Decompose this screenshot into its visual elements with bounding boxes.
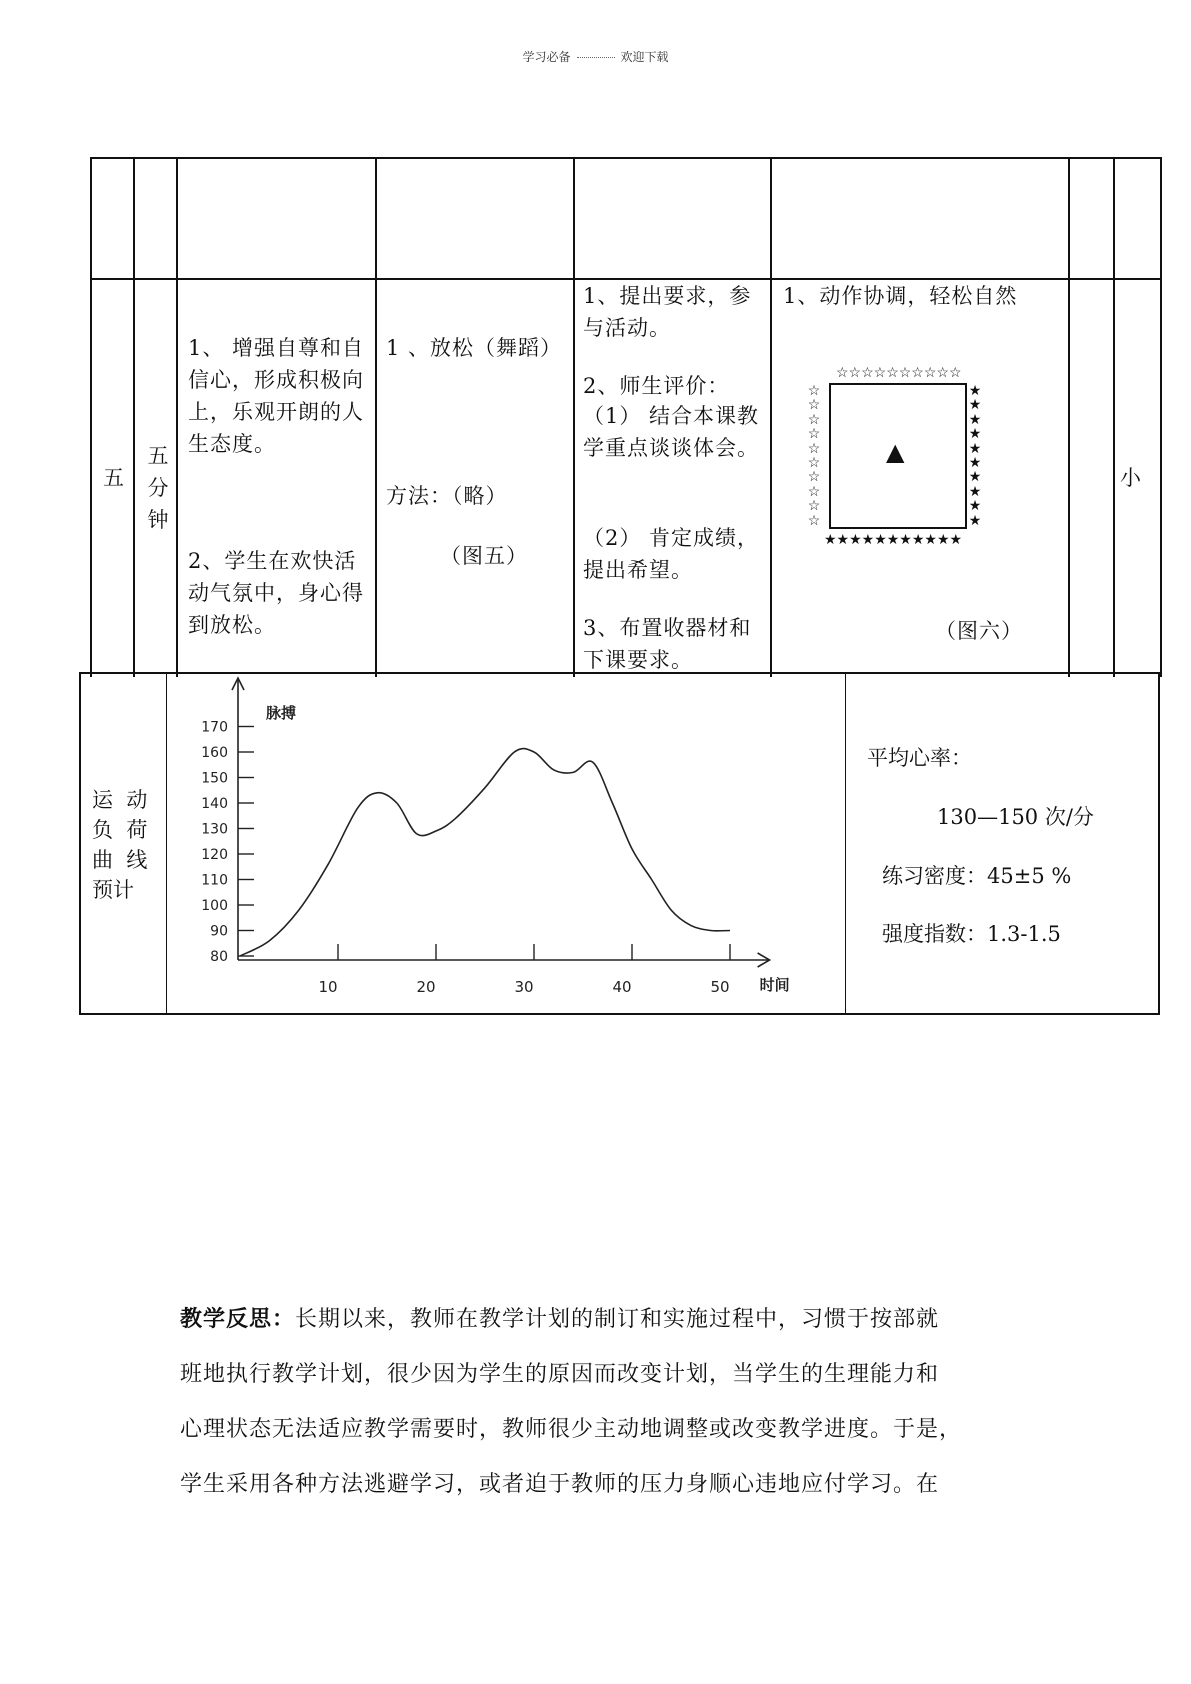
reflection-text: 长期以来，教师在教学计划的制订和实施过程中，习惯于按部就 bbox=[295, 1307, 940, 1332]
reflection-line: 班地执行教学计划，很少因为学生的原因而改变计划，当学生的生理能力和 bbox=[180, 1362, 940, 1387]
y-tick-label: 110 bbox=[201, 872, 228, 889]
star-row-bottom: ★★★★★★★★★★★ bbox=[824, 532, 963, 548]
col-line bbox=[176, 157, 178, 677]
content-figure-label: （图五） bbox=[440, 544, 528, 568]
label-line: 运 动 bbox=[92, 788, 148, 812]
curve-top-border bbox=[79, 672, 1160, 674]
col-line bbox=[1113, 157, 1115, 677]
reflection-line bbox=[180, 1292, 1030, 1347]
col-line bbox=[1068, 157, 1070, 677]
reflection-line: 心理状态无法适应教学需要时，教师很少主动地调整或改变教学进度。于是， bbox=[180, 1417, 963, 1442]
row-index: 五 bbox=[103, 466, 125, 490]
page-header bbox=[0, 48, 1191, 65]
teacher-step-1: 1、提出要求，参与活动。 bbox=[583, 284, 752, 340]
curve-col-line bbox=[845, 672, 846, 1015]
label-line: 负 荷 bbox=[92, 818, 148, 842]
content-activity: 1 、放松（舞蹈） bbox=[386, 336, 563, 360]
curve-right-border bbox=[1158, 672, 1160, 1015]
x-tick-label: 40 bbox=[612, 978, 632, 996]
y-tick-label: 140 bbox=[201, 796, 228, 812]
y-axis-title: 脉搏 bbox=[266, 704, 297, 722]
student-figure-label: （图六） bbox=[935, 619, 1023, 643]
student-step-1: 1、动作协调，轻松自然 bbox=[783, 284, 1018, 308]
star-column-left: ☆ ☆ ☆ ☆ ☆ ☆ ☆ ☆ ☆ ☆ bbox=[807, 383, 821, 529]
teacher-step-3: 3、布置收器材和下课要求。 bbox=[583, 616, 752, 672]
avg-heart-rate-label: 平均心率： bbox=[867, 746, 972, 770]
load-curve-label bbox=[92, 785, 147, 905]
curve-bottom-border bbox=[79, 1013, 1160, 1015]
goal-1: 1、 增强自尊和自信心，形成积极向上，乐观开朗的人生态度。 bbox=[188, 336, 365, 456]
y-tick-label: 170 bbox=[201, 719, 228, 736]
reflection-line: 学生采用各种方法逃避学习，或者迫于教师的压力身顺心违地应付学习。在 bbox=[180, 1472, 940, 1497]
col-line bbox=[90, 157, 92, 677]
heart-rate-series-line bbox=[240, 749, 730, 956]
intensity-value: 小 bbox=[1120, 466, 1142, 490]
curve-left-border bbox=[79, 672, 81, 1015]
avg-heart-rate-value: 130—150 次/分 bbox=[937, 805, 1094, 829]
x-tick-label: 20 bbox=[416, 978, 436, 996]
duration-char: 分 bbox=[147, 476, 169, 500]
y-tick-label: 160 bbox=[201, 745, 228, 761]
teaching-reflection bbox=[180, 1292, 1030, 1512]
practice-density: 练习密度：45±5 % bbox=[882, 864, 1072, 888]
y-tick-label: 100 bbox=[201, 898, 228, 914]
header-separator bbox=[577, 57, 615, 58]
goal-2: 2、学生在欢快活动气氛中，身心得到放松。 bbox=[188, 549, 364, 637]
y-tick-label: 120 bbox=[201, 847, 228, 863]
col-line bbox=[573, 157, 575, 677]
intensity-index: 强度指数：1.3-1.5 bbox=[882, 922, 1061, 946]
curve-col-line bbox=[166, 672, 167, 1015]
teacher-step-2b: （2） 肯定成绩，提出希望。 bbox=[583, 526, 760, 582]
star-column-right: ★ ★ ★ ★ ★ ★ ★ ★ ★ ★ bbox=[968, 383, 982, 529]
duration-char: 五 bbox=[147, 444, 169, 468]
y-tick-label: 130 bbox=[201, 821, 228, 838]
y-tick-label: 80 bbox=[210, 949, 228, 965]
col-line bbox=[770, 157, 772, 677]
duration-char: 钟 bbox=[147, 508, 169, 532]
header-right: 欢迎下载 bbox=[620, 50, 669, 64]
content-method: 方法：（略） bbox=[386, 484, 508, 508]
header-left: 学习必备 bbox=[522, 50, 571, 64]
x-tick-label: 30 bbox=[514, 978, 534, 996]
x-tick-label: 10 bbox=[318, 978, 338, 996]
teacher-step-2: 2、师生评价： bbox=[583, 374, 730, 398]
star-row-top: ☆☆☆☆☆☆☆☆☆☆ bbox=[836, 365, 962, 381]
reflection-label: 教学反思： bbox=[180, 1307, 296, 1332]
x-axis-title: 时间 bbox=[759, 976, 790, 994]
y-tick-label: 150 bbox=[201, 770, 228, 787]
y-tick-label: 90 bbox=[210, 923, 228, 940]
row-duration bbox=[144, 440, 172, 536]
label-line: 预计 bbox=[92, 878, 134, 902]
heart-rate-chart bbox=[180, 676, 820, 1011]
col-line bbox=[375, 157, 377, 677]
label-line: 曲 线 bbox=[92, 848, 148, 872]
col-line bbox=[1160, 157, 1162, 677]
teacher-step-2a: （1） 结合本课教学重点谈谈体会。 bbox=[583, 404, 760, 460]
col-line bbox=[133, 157, 135, 677]
x-tick-label: 50 bbox=[710, 978, 730, 996]
table-top-border bbox=[90, 157, 1160, 159]
triangle-icon: ▲ bbox=[886, 438, 905, 466]
